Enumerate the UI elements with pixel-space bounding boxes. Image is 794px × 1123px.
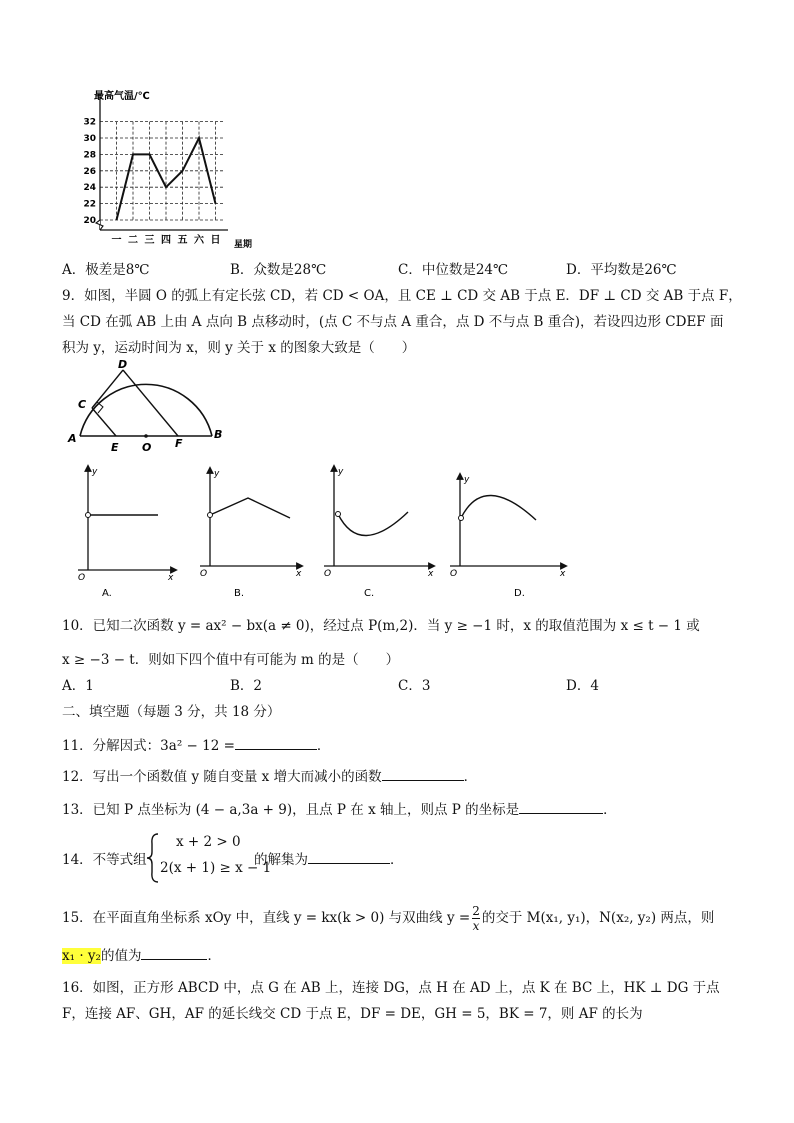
q12-answer-blank[interactable]	[382, 766, 464, 781]
fig-label-a: A	[68, 432, 77, 445]
q9-line-1: 9．如图，半圆 O 的弧上有定长弦 CD，若 CD < OA，且 CE ⊥ CD 交 AB 于点 E．DF ⊥ CD 交 AB 于点 F，	[62, 288, 742, 304]
temperature-chart	[62, 86, 272, 256]
section-heading: 二、填空题（每题 3 分，共 18 分）	[62, 704, 281, 720]
chart-y-tick-label: 24	[83, 183, 96, 194]
chart-y-axis-label: 最高气温/℃	[94, 91, 150, 102]
q16-line-2: F，连接 AF、GH，AF 的延长线交 CD 于点 E，DF = DE，GH = 5，BK = 7，则 AF 的长为	[62, 1006, 643, 1022]
q8-option-c: C．中位数是24℃	[398, 262, 509, 278]
chart-tick-labels	[83, 118, 220, 246]
chart-x-axis-label: 星期	[234, 240, 253, 250]
chart-x-tick-label: 日	[210, 235, 221, 246]
fig-label-d: D	[118, 358, 128, 371]
q12: 12．写出一个函数值 y 随自变量 x 增大而减小的函数 ．	[62, 765, 477, 785]
q10-line-2: x ≥ −3 − t．则如下四个值中有可能为 m 的是（ ）	[62, 652, 400, 668]
chart-x-tick-label: 三	[144, 235, 155, 246]
chart-x-tick-label: 四	[161, 235, 171, 246]
svg-text:y: y	[214, 469, 220, 479]
q13-answer-blank[interactable]	[519, 799, 603, 814]
graph-a-label: A.	[102, 588, 112, 599]
svg-text:x: x	[428, 569, 434, 579]
q14-answer-blank[interactable]	[308, 849, 390, 864]
chart-x-tick-label: 一	[111, 235, 122, 246]
chart-y-tick-label: 30	[83, 134, 96, 144]
graph-d-label: D.	[514, 588, 525, 599]
fig-label-b: B	[214, 428, 223, 441]
graph-c-label: C.	[364, 588, 375, 599]
q9-answer-graphs	[62, 462, 582, 600]
chart-x-tick-label: 五	[177, 235, 188, 246]
svg-text:O: O	[200, 569, 208, 579]
chart-y-tick-label: 28	[83, 150, 96, 161]
svg-text:y: y	[338, 467, 344, 477]
q16-line-1: 16．如图，正方形 ABCD 中，点 G 在 AB 上，连接 DG，点 H 在 AD 上，点 K 在 BC 上，HK ⊥ DG 于点	[62, 980, 720, 996]
chart-y-tick-label: 20	[83, 216, 96, 226]
graph-a	[78, 467, 174, 599]
q15-answer-blank[interactable]	[141, 945, 207, 960]
q14-inequality-2: 2(x + 1) ≥ x − 1	[160, 860, 272, 876]
q15-highlighted-expression: x₁ · y₂	[62, 948, 101, 964]
q9-line-3: 积为 y，运动时间为 x，则 y 关于 x 的图象大致是（ ）	[62, 340, 416, 356]
chart-y-tick-label: 22	[83, 199, 96, 210]
q10-option-b: B．2	[230, 678, 263, 694]
q10-option-a: A．1	[62, 678, 94, 694]
svg-text:O: O	[78, 573, 86, 583]
q10-option-c: C．3	[398, 678, 431, 694]
q14-prefix: 14．不等式组	[62, 852, 147, 868]
chart-x-tick-label: 六	[194, 235, 204, 246]
graph-b-label: B.	[234, 588, 245, 599]
q11-answer-blank[interactable]	[235, 735, 317, 750]
chart-grid	[96, 94, 228, 230]
q14-inequality-1: x + 2 > 0	[176, 834, 241, 850]
q14-brace	[146, 832, 160, 884]
svg-text:O: O	[324, 569, 332, 579]
fig-label-o: O	[142, 441, 152, 454]
graph-c	[324, 467, 434, 599]
chart-y-tick-label: 26	[83, 166, 96, 177]
q10-option-d: D．4	[566, 678, 599, 694]
chart-y-tick-label: 32	[83, 117, 96, 128]
q8-option-b: B．众数是28℃	[230, 262, 327, 278]
svg-text:x: x	[296, 569, 302, 579]
fig-label-e: E	[111, 441, 119, 454]
chart-x-tick-label: 二	[128, 235, 138, 246]
q14-suffix: 的解集为 ．	[254, 848, 404, 868]
svg-text:O: O	[450, 569, 458, 579]
svg-text:y: y	[92, 467, 98, 477]
graph-b	[200, 469, 302, 599]
q8-option-d: D．平均数是26℃	[566, 262, 677, 278]
graph-d	[450, 475, 566, 599]
fig-label-c: C	[78, 398, 87, 411]
fig-label-f: F	[175, 437, 183, 450]
q13: 13．已知 P 点坐标为 (4 − a,3a + 9)，且点 P 在 x 轴上，则点 P 的坐标是 ．	[62, 798, 617, 818]
q11: 11．分解因式：3a² − 12 = ．	[62, 734, 330, 754]
svg-text:x: x	[168, 573, 174, 583]
q8-option-a: A．极差是8℃	[62, 262, 150, 278]
q10-line-1: 10．已知二次函数 y = ax² − bx(a ≠ 0)，经过点 P(m,2)．当 y ≥ −1 时，x 的取值范围为 x ≤ t − 1 或	[62, 618, 700, 634]
q9-line-2: 当 CD 在弧 AB 上由 A 点向 B 点移动时，(点 C 不与点 A 重合，点 D 不与点 B 重合)，若设四边形 CDEF 面	[62, 314, 724, 330]
q15-line-1: 15．在平面直角坐标系 xOy 中，直线 y = kx(k > 0) 与双曲线 y = $\frac{2}{x}$ 的交于 M(x₁, y₁)，N(x₂, y₂) 两点，则	[62, 904, 715, 933]
svg-text:y: y	[464, 475, 470, 485]
semicircle-figure	[66, 358, 236, 456]
svg-text:x: x	[560, 569, 566, 579]
q15-line-2: x₁ · y₂的值为 ．	[62, 944, 221, 964]
